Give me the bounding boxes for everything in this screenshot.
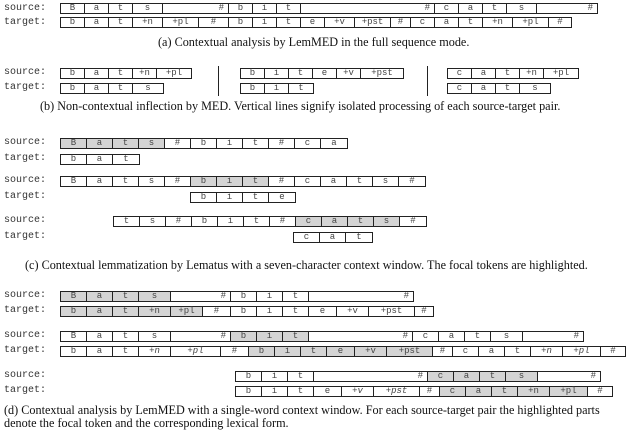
symbol-cell: a xyxy=(320,233,346,242)
symbol-cell: # xyxy=(587,3,593,13)
symbol-cell: s xyxy=(139,332,171,341)
focal-symbol-cell: B xyxy=(61,292,87,301)
focal-symbol-cell: i xyxy=(217,177,243,186)
symbol-cell: +v xyxy=(337,307,369,316)
symbol-cell: t xyxy=(505,347,531,356)
symbol-cell: # xyxy=(309,332,413,341)
symbol-cell: a xyxy=(87,155,113,164)
source-label: source: xyxy=(4,290,47,301)
symbol-cell: a xyxy=(439,332,465,341)
source-label: source: xyxy=(4,137,47,148)
panel-c-target-row xyxy=(293,232,373,243)
focal-symbol-cell: c xyxy=(296,217,322,226)
symbol-cell: i xyxy=(257,307,283,316)
symbol-cell: b xyxy=(229,18,253,27)
focal-symbol-cell: t xyxy=(113,139,139,148)
symbol-cell: c xyxy=(453,347,479,356)
symbol-cell: b xyxy=(61,155,87,164)
symbol-cell: a xyxy=(472,69,496,78)
symbol-cell: +pl xyxy=(163,18,199,27)
symbol-cell: # xyxy=(166,217,192,226)
symbol-cell: e xyxy=(279,192,285,202)
panel-b-target-row xyxy=(447,83,551,94)
focal-symbol-cell: a xyxy=(322,217,348,226)
caption-b: (b) Non-contextual inflection by MED. Vertical lines signify isolated processing of each source-target pair. xyxy=(40,99,561,113)
focal-symbol-cell: +pst xyxy=(387,347,433,356)
focal-symbol-cell: b xyxy=(249,347,275,356)
symbol-cell: i xyxy=(253,18,277,27)
symbol-cell: b xyxy=(241,69,265,78)
focal-symbol-cell: +n xyxy=(139,307,171,316)
symbol-cell: a xyxy=(331,138,337,148)
focal-symbol-cell: a xyxy=(466,387,492,396)
source-label: source: xyxy=(4,3,47,14)
focal-symbol-cell: e xyxy=(327,347,355,356)
focal-symbol-cell: i xyxy=(257,332,283,341)
symbol-cell: B xyxy=(61,4,85,13)
symbol-cell: # xyxy=(314,372,428,381)
symbol-cell: a xyxy=(85,69,109,78)
symbol-cell: t xyxy=(283,292,309,301)
symbol-cell: t xyxy=(114,217,140,226)
panel-b-target-row xyxy=(60,83,164,94)
focal-symbol-cell: a xyxy=(454,372,480,381)
symbol-cell: +n xyxy=(139,347,171,356)
focal-symbol-cell: B xyxy=(61,139,87,148)
symbol-cell: b xyxy=(191,139,217,148)
focal-symbol-cell: c xyxy=(428,372,454,381)
symbol-cell: s xyxy=(491,332,523,341)
symbol-cell: s xyxy=(532,83,538,93)
focal-symbol-cell: a xyxy=(87,292,113,301)
symbol-cell: c xyxy=(448,69,472,78)
target-label: target: xyxy=(4,385,47,396)
symbol-cell: +n xyxy=(133,18,163,27)
symbol-cell: B xyxy=(61,332,87,341)
target-label: target: xyxy=(4,153,47,164)
symbol-cell: i xyxy=(265,69,289,78)
symbol-cell: t xyxy=(277,4,301,13)
target-label: target: xyxy=(4,345,47,356)
symbol-cell: # xyxy=(421,306,427,316)
symbol-cell: i xyxy=(217,139,243,148)
symbol-cell: # xyxy=(301,4,435,13)
symbol-cell: b xyxy=(191,193,217,202)
caption-d-line1: (d) Contextual analysis by LemMED with a single-word context window. For each source-target pair the highlighted parts xyxy=(4,403,600,417)
symbol-cell: # xyxy=(270,217,296,226)
symbol-cell: t xyxy=(109,84,133,93)
focal-symbol-cell: t xyxy=(492,387,518,396)
symbol-cell: +pst xyxy=(355,18,391,27)
symbol-cell: # xyxy=(590,371,596,381)
symbol-cell: +pst xyxy=(369,307,415,316)
symbol-cell: a xyxy=(85,4,109,13)
focal-symbol-cell: b xyxy=(191,177,217,186)
symbol-cell: # xyxy=(171,292,231,301)
focal-symbol-cell: t xyxy=(301,347,327,356)
panel-b-target-row xyxy=(240,83,314,94)
symbol-cell: b xyxy=(61,347,87,356)
symbol-cell: # xyxy=(199,18,229,27)
focal-symbol-cell: t xyxy=(348,217,374,226)
symbol-cell: # xyxy=(221,347,249,356)
symbol-cell: # xyxy=(165,139,191,148)
symbol-cell: # xyxy=(403,291,409,301)
symbol-cell: b xyxy=(231,307,257,316)
focal-symbol-cell: +n xyxy=(518,387,550,396)
focal-symbol-cell: t xyxy=(480,372,506,381)
symbol-cell: c xyxy=(295,139,321,148)
symbol-cell: +pst xyxy=(371,68,393,78)
symbol-cell: # xyxy=(165,177,191,186)
symbol-cell: c xyxy=(411,18,435,27)
symbol-cell: t xyxy=(113,347,139,356)
symbol-cell: e xyxy=(313,69,337,78)
symbol-cell: b xyxy=(61,84,85,93)
focal-symbol-cell: t xyxy=(113,292,139,301)
symbol-cell: b xyxy=(236,372,262,381)
focal-symbol-cell: +pl xyxy=(550,387,588,396)
symbol-cell: +n xyxy=(531,347,563,356)
focal-symbol-cell: a xyxy=(87,139,113,148)
symbol-cell: # xyxy=(269,177,295,186)
focal-symbol-cell: t xyxy=(283,332,309,341)
source-label: source: xyxy=(4,370,47,381)
symbol-cell: t xyxy=(109,18,133,27)
symbol-cell: # xyxy=(557,17,563,27)
symbol-cell: i xyxy=(257,292,283,301)
symbol-cell: +pl xyxy=(171,347,221,356)
symbol-cell: c xyxy=(295,177,321,186)
pair-separator-line xyxy=(427,66,428,96)
panel-d-target-row xyxy=(235,386,613,397)
symbol-cell: # xyxy=(409,176,415,186)
focal-symbol-cell: a xyxy=(87,307,113,316)
symbol-cell: s xyxy=(373,177,399,186)
symbol-cell: +v xyxy=(325,18,355,27)
symbol-cell: # xyxy=(597,386,603,396)
symbol-cell: a xyxy=(87,177,113,186)
caption-a: (a) Contextual analysis by LemMED in the full sequence mode. xyxy=(158,35,470,49)
symbol-cell: # xyxy=(410,216,416,226)
focal-symbol-cell: +v xyxy=(355,347,387,356)
panel-d-source-row xyxy=(60,331,584,342)
target-label: target: xyxy=(4,17,47,28)
focal-symbol-cell: s xyxy=(506,372,538,381)
symbol-cell: e xyxy=(309,307,337,316)
symbol-cell: i xyxy=(265,84,289,93)
symbol-cell: e xyxy=(314,387,342,396)
panel-d-source-row xyxy=(60,291,414,302)
symbol-cell: t xyxy=(356,232,362,242)
symbol-cell: a xyxy=(435,18,459,27)
symbol-cell: # xyxy=(269,139,295,148)
symbol-cell: t xyxy=(496,84,520,93)
symbol-cell: t xyxy=(459,18,483,27)
focal-symbol-cell: t xyxy=(113,307,139,316)
symbol-cell: i xyxy=(262,372,288,381)
panel-d-target-row xyxy=(60,306,434,317)
symbol-cell: t xyxy=(283,307,309,316)
symbol-cell: # xyxy=(573,331,579,341)
target-label: target: xyxy=(4,231,47,242)
focal-symbol-cell: c xyxy=(440,387,466,396)
symbol-cell: # xyxy=(420,387,440,396)
symbol-cell: t xyxy=(123,154,129,164)
focal-symbol-cell: i xyxy=(275,347,301,356)
panel-a-target-row xyxy=(60,17,572,28)
symbol-cell: t xyxy=(109,4,133,13)
symbol-cell: t xyxy=(496,69,520,78)
symbol-cell: b xyxy=(236,387,262,396)
symbol-cell: c xyxy=(294,233,320,242)
symbol-cell: t xyxy=(113,177,139,186)
symbol-cell: s xyxy=(145,83,151,93)
symbol-cell: +pl xyxy=(513,18,549,27)
source-label: source: xyxy=(4,215,47,226)
symbol-cell: i xyxy=(253,4,277,13)
pair-separator-line xyxy=(218,66,219,96)
symbol-cell: b xyxy=(231,292,257,301)
symbol-cell: # xyxy=(163,4,229,13)
panel-b-source-row xyxy=(60,68,192,79)
symbol-cell: b xyxy=(192,217,218,226)
symbol-cell: s xyxy=(139,177,165,186)
symbol-cell: t xyxy=(243,139,269,148)
symbol-cell: t xyxy=(277,18,301,27)
caption-c: (c) Contextual lemmatization by Lematus with a seven-character context window. The focal tokens are highlighted. xyxy=(25,258,588,272)
symbol-cell: a xyxy=(85,18,109,27)
symbol-cell: t xyxy=(244,217,270,226)
symbol-cell: a xyxy=(85,84,109,93)
focal-symbol-cell: s xyxy=(374,217,400,226)
source-label: source: xyxy=(4,67,47,78)
symbol-cell: t xyxy=(288,372,314,381)
panel-c-source-row xyxy=(113,216,427,227)
symbol-cell: i xyxy=(217,193,243,202)
panel-c-source-row xyxy=(60,138,348,149)
symbol-cell: t xyxy=(347,177,373,186)
symbol-cell: a xyxy=(87,332,113,341)
symbol-cell: +pst xyxy=(374,387,420,396)
focal-symbol-cell: s xyxy=(139,292,171,301)
target-label: target: xyxy=(4,191,47,202)
symbol-cell: b xyxy=(61,18,85,27)
symbol-cell: e xyxy=(301,18,325,27)
panel-c-source-row xyxy=(60,176,426,187)
symbol-cell: t xyxy=(465,332,491,341)
symbol-cell: B xyxy=(61,177,87,186)
symbol-cell: a xyxy=(479,347,505,356)
symbol-cell: s xyxy=(140,217,166,226)
symbol-cell: +n xyxy=(520,69,544,78)
panel-b-source-row xyxy=(447,68,579,79)
panel-b-source-row xyxy=(240,68,404,79)
symbol-cell: +v xyxy=(342,387,374,396)
symbol-cell: c xyxy=(435,4,459,13)
symbol-cell: a xyxy=(459,4,483,13)
symbol-cell: t xyxy=(288,387,314,396)
source-label: source: xyxy=(4,175,47,186)
symbol-cell: a xyxy=(87,347,113,356)
focal-symbol-cell: +pl xyxy=(171,307,203,316)
symbol-cell: b xyxy=(241,84,265,93)
caption-d-line2: denote the focal token and the corresponding lexical form. xyxy=(4,416,289,430)
focal-symbol-cell: b xyxy=(231,332,257,341)
symbol-cell: s xyxy=(133,4,163,13)
panel-d-source-row xyxy=(235,371,601,382)
symbol-cell: # xyxy=(391,18,411,27)
symbol-cell: b xyxy=(61,69,85,78)
symbol-cell: i xyxy=(218,217,244,226)
symbol-cell: +pl xyxy=(552,68,570,78)
focal-symbol-cell: t xyxy=(243,177,269,186)
symbol-cell: +n xyxy=(483,18,513,27)
symbol-cell: t xyxy=(298,83,304,93)
target-label: target: xyxy=(4,82,47,93)
symbol-cell: c xyxy=(448,84,472,93)
symbol-cell: +pl xyxy=(563,347,601,356)
panel-d-target-row xyxy=(60,346,626,357)
symbol-cell: t xyxy=(483,4,507,13)
symbol-cell: # xyxy=(610,346,616,356)
symbol-cell: +v xyxy=(337,69,361,78)
panel-a-source-row xyxy=(60,3,598,14)
symbol-cell: +pl xyxy=(165,68,183,78)
focal-symbol-cell: b xyxy=(61,307,87,316)
symbol-cell: t xyxy=(113,332,139,341)
symbol-cell: # xyxy=(203,307,231,316)
target-label: target: xyxy=(4,305,47,316)
symbol-cell: t xyxy=(289,69,313,78)
symbol-cell: t xyxy=(243,193,269,202)
symbol-cell: b xyxy=(229,4,253,13)
symbol-cell: a xyxy=(472,84,496,93)
symbol-cell: # xyxy=(171,332,231,341)
focal-symbol-cell: s xyxy=(139,139,165,148)
symbol-cell: c xyxy=(413,332,439,341)
symbol-cell: +n xyxy=(133,69,157,78)
symbol-cell: t xyxy=(109,69,133,78)
symbol-cell: s xyxy=(507,4,537,13)
symbol-cell: a xyxy=(321,177,347,186)
source-label: source: xyxy=(4,330,47,341)
panel-c-target-row xyxy=(60,154,140,165)
symbol-cell: # xyxy=(433,347,453,356)
symbol-cell: i xyxy=(262,387,288,396)
panel-c-target-row xyxy=(190,192,296,203)
